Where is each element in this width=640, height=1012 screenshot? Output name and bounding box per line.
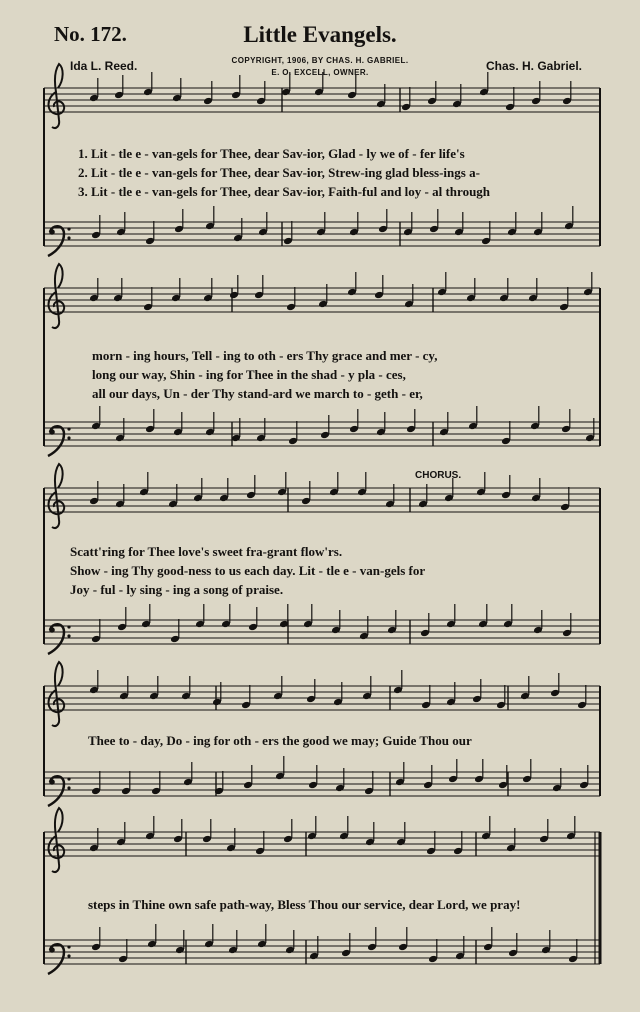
lyric-s3-verse2: Show - ing Thy good-ness to us each day. Lit - tle e - van-gels for xyxy=(70,563,426,578)
lyric-s3-verse3: Joy - ful - ly sing - ing a song of praise. xyxy=(70,582,284,597)
copyright-line-2: E. O. EXCELL, OWNER. xyxy=(271,68,369,77)
chorus-label: CHORUS. xyxy=(415,470,462,481)
lyric-s3-verse1: Scatt'ring for Thee love's sweet fra-grant flow'rs. xyxy=(70,544,343,559)
lyric-s5: steps in Thine own safe path-way, Bless Thou our service, dear Lord, we pray! xyxy=(88,897,521,912)
hymn-title: Little Evangels. xyxy=(243,22,397,47)
note-heads xyxy=(89,72,595,963)
lyricist-credit: Ida L. Reed. xyxy=(70,59,138,73)
hymn-number: No. 172. xyxy=(54,22,127,46)
composer-credit: Chas. H. Gabriel. xyxy=(485,59,582,73)
lyric-s2-verse1: morn - ing hours, Tell - ing to oth - ers Thy grace and mer - cy, xyxy=(92,348,438,363)
copyright-line-1: COPYRIGHT, 1906, BY CHAS. H. GABRIEL. xyxy=(231,56,409,65)
lyric-s1-verse3: 3. Lit - tle e - van-gels for Thee, dear Sav-ior, Faith-ful and loy - al through xyxy=(78,184,491,199)
lyric-s2-verse2: long our way, Shin - ing for Thee in the shad - y pla - ces, xyxy=(92,367,406,382)
lyric-s1-verse1: 1. Lit - tle e - van-gels for Thee, dear Sav-ior, Glad - ly we of - fer life's xyxy=(78,146,465,161)
staff-lines xyxy=(44,88,600,964)
lyric-s2-verse3: all our days, Un - der Thy stand-ard we march to - geth - er, xyxy=(92,386,423,401)
lyric-s1-verse2: 2. Lit - tle e - van-gels for Thee, dear Sav-ior, Strew-ing glad bless-ings a- xyxy=(78,165,480,180)
lyric-s4: Thee to - day, Do - ing for oth - ers the good we may; Guide Thou our xyxy=(88,733,472,748)
